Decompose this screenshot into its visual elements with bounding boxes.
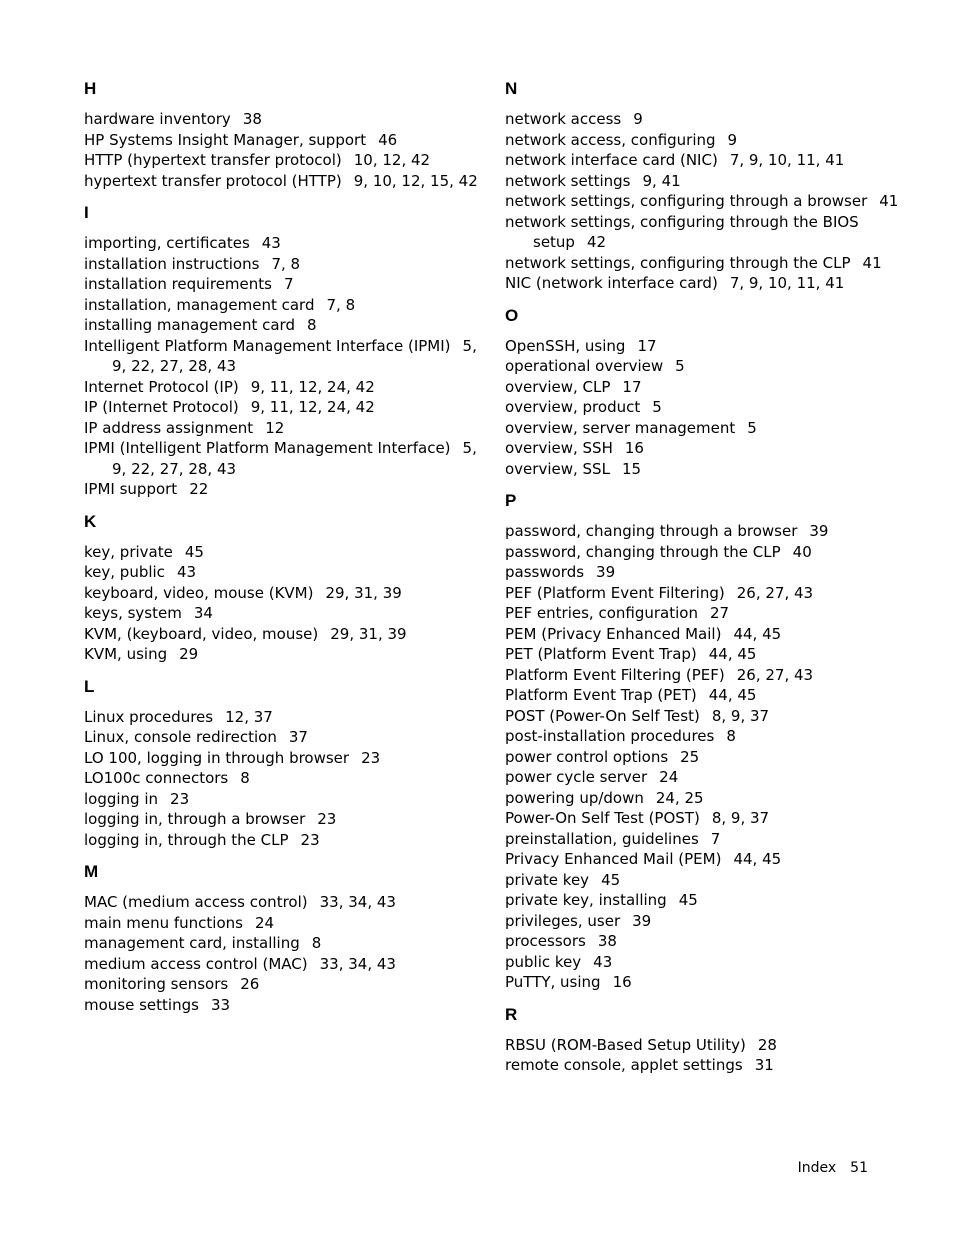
index-section-l — [84, 676, 484, 851]
index-entry — [505, 706, 905, 727]
index-entry — [84, 274, 484, 295]
index-entry — [84, 254, 484, 275]
index-term: KVM, using — [84, 645, 168, 663]
index-term: Platform Event Trap (PET) — [505, 686, 697, 704]
page-references[interactable]: 45 — [601, 870, 621, 889]
index-term: mouse settings — [84, 995, 199, 1014]
index-entry — [505, 212, 905, 253]
index-entry — [505, 972, 905, 993]
index-term: key, private — [84, 542, 173, 561]
index-entry — [505, 418, 905, 439]
index-entry — [505, 624, 905, 645]
page-references[interactable]: 33, 34, 43 — [319, 954, 396, 973]
index-term: main menu functions — [84, 913, 243, 932]
index-section-r — [505, 1004, 905, 1076]
index-term: Intelligent Platform Management Interface (IPMI) — [84, 336, 451, 355]
index-entry — [505, 870, 905, 891]
section-letter: P — [505, 491, 517, 510]
index-term: medium access control (MAC) — [84, 954, 308, 973]
index-entry — [84, 233, 484, 254]
index-entry — [84, 809, 484, 830]
index-entry — [84, 397, 484, 418]
index-term: privileges, user — [505, 911, 621, 930]
index-term: keyboard, video, mouse (KVM) — [84, 583, 314, 602]
index-entry — [505, 911, 905, 932]
index-entry — [505, 521, 905, 542]
page-references[interactable]: 9, 41 — [642, 171, 681, 190]
page-references[interactable]: 7, 8 — [326, 295, 356, 314]
page-number: 51 — [850, 1160, 868, 1176]
index-section-h — [84, 78, 484, 191]
index-entry — [505, 253, 905, 274]
index-entry — [505, 808, 905, 829]
section-letter: K — [84, 511, 97, 531]
page-references[interactable]: 28 — [757, 1035, 777, 1054]
page-references[interactable]: 16 — [612, 973, 632, 991]
index-entry — [84, 789, 484, 810]
section-letter: R — [505, 1004, 518, 1024]
index-entry — [84, 974, 484, 995]
page-references[interactable]: 17 — [622, 377, 642, 396]
page-references[interactable]: 44, 45 — [733, 624, 782, 643]
index-term: overview, SSL — [505, 459, 610, 478]
index-term: preinstallation, guidelines — [505, 829, 699, 848]
page-references[interactable]: 12 — [265, 418, 285, 437]
index-section-m — [84, 861, 484, 1015]
index-term: PuTTY, using — [505, 973, 601, 991]
page-references[interactable]: 5, 9, 22, 27, 28, 43 — [112, 336, 477, 375]
page-references[interactable]: 24 — [659, 768, 679, 786]
index-entry — [505, 109, 905, 130]
index-entry — [505, 767, 905, 788]
index-entry — [505, 438, 905, 459]
page-references[interactable]: 10, 12, 42 — [353, 151, 431, 169]
section-letter: L — [84, 676, 95, 696]
page-references[interactable]: 29, 31, 39 — [325, 583, 402, 602]
page-references[interactable]: 42 — [586, 233, 607, 251]
index-term: overview, product — [505, 398, 641, 416]
index-term: IP (Internet Protocol) — [84, 398, 239, 416]
index-entry — [505, 542, 905, 563]
index-entry — [505, 685, 905, 706]
page-references[interactable]: 7, 8 — [271, 254, 301, 273]
index-term: POST (Power-On Self Test) — [505, 706, 700, 725]
index-entry — [84, 130, 484, 151]
index-entry — [84, 542, 484, 563]
index-entry — [505, 397, 905, 418]
index-entry — [84, 315, 484, 336]
page-references[interactable]: 7, 9, 10, 11, 41 — [729, 151, 845, 169]
index-entry — [505, 952, 905, 973]
index-term: processors — [505, 932, 586, 950]
page-references[interactable]: 43 — [176, 563, 197, 581]
page-references[interactable]: 12, 37 — [225, 707, 273, 726]
section-letter: M — [84, 862, 99, 881]
page-references[interactable]: 40 — [792, 542, 812, 561]
page-references[interactable]: 37 — [288, 728, 308, 746]
index-term: password, changing through a browser — [505, 522, 798, 540]
index-term: network settings, configuring through the CLP — [505, 253, 851, 272]
page-references[interactable]: 9 — [727, 130, 738, 149]
index-term: keys, system — [84, 604, 182, 622]
page-footer — [798, 1158, 868, 1178]
index-entry — [84, 644, 484, 665]
page-references[interactable]: 23 — [170, 789, 190, 808]
page-references[interactable]: 33 — [210, 995, 231, 1014]
page-references[interactable]: 29, 31, 39 — [330, 624, 407, 643]
index-section-i — [84, 202, 484, 500]
page-references[interactable]: 9 — [633, 110, 643, 128]
page-references[interactable]: 9, 11, 12, 24, 42 — [250, 398, 375, 416]
index-term: network settings, configuring through the BIOS setup — [505, 212, 859, 251]
page-references[interactable]: 5 — [675, 357, 685, 375]
page-references[interactable]: 16 — [624, 439, 644, 457]
index-entry — [505, 1055, 905, 1076]
index-term: installation, management card — [84, 295, 315, 314]
index-term: network access — [505, 110, 622, 128]
index-column-left — [84, 78, 484, 1026]
section-letter: N — [505, 79, 518, 98]
index-entry — [84, 603, 484, 624]
index-term: installation requirements — [84, 275, 272, 293]
page-references[interactable]: 5 — [652, 398, 662, 416]
index-entry — [505, 130, 905, 151]
index-term: Privacy Enhanced Mail (PEM) — [505, 850, 722, 868]
page-references[interactable]: 23 — [300, 830, 320, 849]
page-references[interactable]: 22 — [189, 480, 209, 498]
index-entry — [505, 377, 905, 398]
page-references[interactable]: 44, 45 — [708, 686, 757, 704]
index-term: overview, server management — [505, 418, 736, 437]
page-references[interactable]: 7 — [710, 829, 721, 848]
index-entry — [505, 562, 905, 583]
index-term: installing management card — [84, 316, 295, 334]
page-references[interactable]: 15 — [621, 459, 642, 478]
index-entry — [84, 707, 484, 728]
index-entry — [84, 748, 484, 769]
page-references[interactable]: 23 — [361, 748, 381, 767]
index-term: password, changing through the CLP — [505, 542, 781, 561]
page-references[interactable]: 27 — [709, 604, 730, 622]
index-entry — [505, 191, 905, 212]
index-term: network access, configuring — [505, 130, 716, 149]
page-references[interactable]: 26, 27, 43 — [736, 583, 814, 602]
index-term: Platform Event Filtering (PEF) — [505, 665, 725, 684]
index-entry — [84, 727, 484, 748]
index-entry — [505, 890, 905, 911]
page-references[interactable]: 7 — [283, 275, 294, 293]
index-entry — [505, 747, 905, 768]
page-references[interactable]: 33, 34, 43 — [319, 893, 396, 911]
index-entry — [505, 459, 905, 480]
page-references[interactable]: 9, 11, 12, 24, 42 — [250, 377, 375, 396]
index-entry — [84, 438, 484, 479]
page-references[interactable]: 41 — [879, 192, 899, 210]
index-entry — [84, 418, 484, 439]
index-term: LO 100, logging in through browser — [84, 748, 350, 767]
index-term: Internet Protocol (IP) — [84, 377, 239, 396]
page-references[interactable]: 43 — [261, 234, 281, 252]
index-section-p — [505, 490, 905, 993]
page-references[interactable]: 46 — [378, 130, 398, 149]
index-term: IP address assignment — [84, 418, 254, 437]
index-term: key, public — [84, 563, 165, 581]
page-references[interactable]: 24, 25 — [655, 788, 704, 807]
index-entry — [84, 562, 484, 583]
index-term: PEF (Platform Event Filtering) — [505, 583, 725, 602]
index-section-n — [505, 78, 905, 294]
index-term: LO100c connectors — [84, 769, 229, 787]
page-references[interactable]: 5 — [747, 418, 757, 437]
page-references[interactable]: 5, 9, 22, 27, 28, 43 — [112, 439, 477, 478]
index-term: overview, CLP — [505, 377, 611, 396]
index-entry — [84, 109, 484, 130]
page-references[interactable]: 45 — [678, 891, 698, 909]
index-entry — [84, 150, 484, 171]
index-entry — [505, 931, 905, 952]
page-references[interactable]: 45 — [184, 542, 204, 561]
page-references[interactable]: 9, 10, 12, 15, 42 — [353, 171, 478, 190]
index-entry — [84, 336, 484, 377]
page-references[interactable]: 8 — [726, 727, 736, 745]
page-references[interactable]: 17 — [637, 336, 657, 355]
index-entry — [505, 644, 905, 665]
index-term: monitoring sensors — [84, 975, 229, 993]
page-references[interactable]: 39 — [596, 563, 616, 581]
index-entry — [84, 830, 484, 851]
index-term: PEM (Privacy Enhanced Mail) — [505, 624, 722, 643]
index-term: Power-On Self Test (POST) — [505, 809, 700, 827]
page-references[interactable]: 44, 45 — [733, 850, 782, 868]
section-letter: H — [84, 79, 97, 98]
index-entry — [84, 479, 484, 500]
index-entry — [505, 171, 905, 192]
index-term: operational overview — [505, 357, 664, 375]
index-entry — [84, 913, 484, 934]
index-term: importing, certificates — [84, 234, 250, 252]
index-term: IPMI (Intelligent Platform Management Interface) — [84, 439, 451, 457]
page-references[interactable]: 8, 9, 37 — [711, 809, 770, 827]
index-term: power cycle server — [505, 768, 648, 786]
index-column-right — [505, 78, 905, 1087]
page-references[interactable]: 41 — [862, 253, 882, 272]
index-entry — [505, 273, 905, 294]
index-term: hardware inventory — [84, 110, 231, 128]
page-references[interactable]: 31 — [754, 1056, 774, 1074]
index-term: Linux procedures — [84, 707, 214, 726]
index-entry — [84, 933, 484, 954]
index-term: RBSU (ROM-Based Setup Utility) — [505, 1035, 746, 1054]
index-term: OpenSSH, using — [505, 336, 626, 355]
index-entry — [505, 356, 905, 377]
page-references[interactable]: 8 — [311, 934, 322, 952]
index-term: NIC (network interface card) — [505, 274, 718, 292]
index-term: passwords — [505, 563, 585, 581]
index-entry — [505, 583, 905, 604]
index-term: public key — [505, 952, 582, 971]
index-term: hypertext transfer protocol (HTTP) — [84, 171, 342, 190]
index-entry — [84, 995, 484, 1016]
page-references[interactable]: 29 — [179, 645, 199, 663]
index-term: HP Systems Insight Manager, support — [84, 130, 367, 149]
index-term: installation instructions — [84, 254, 260, 273]
index-term: power control options — [505, 747, 669, 766]
index-entry — [505, 849, 905, 870]
page-references[interactable]: 38 — [242, 110, 262, 128]
index-term: IPMI support — [84, 480, 178, 498]
page-references[interactable]: 8, 9, 37 — [711, 706, 770, 725]
page-references[interactable]: 44, 45 — [708, 645, 757, 663]
page-references[interactable]: 26 — [240, 975, 260, 993]
index-term: PEF entries, configuration — [505, 604, 698, 622]
index-entry — [505, 603, 905, 624]
index-entry — [505, 1035, 905, 1056]
index-term: private key — [505, 870, 590, 889]
page-references[interactable]: 8 — [240, 769, 250, 787]
page-references[interactable]: 7, 9, 10, 11, 41 — [729, 274, 845, 292]
index-entry — [505, 829, 905, 850]
page-references[interactable]: 8 — [306, 316, 317, 334]
index-term: logging in, through a browser — [84, 810, 306, 828]
index-term: overview, SSH — [505, 439, 613, 457]
page-references[interactable]: 25 — [680, 747, 700, 766]
index-entry — [84, 583, 484, 604]
section-letter: I — [84, 203, 89, 222]
index-term: logging in — [84, 789, 159, 808]
index-entry — [505, 788, 905, 809]
index-term: private key, installing — [505, 891, 667, 909]
page-references[interactable]: 43 — [593, 952, 613, 971]
index-term: KVM, (keyboard, video, mouse) — [84, 624, 319, 643]
index-entry — [84, 171, 484, 192]
page-references[interactable]: 34 — [193, 604, 213, 622]
index-entry — [505, 336, 905, 357]
index-entry — [505, 150, 905, 171]
index-term: remote console, applet settings — [505, 1056, 743, 1074]
index-term: management card, installing — [84, 934, 300, 952]
index-entry — [505, 665, 905, 686]
index-entry — [505, 726, 905, 747]
page-references[interactable]: 26, 27, 43 — [736, 665, 814, 684]
page-references[interactable]: 39 — [809, 522, 829, 540]
section-letter: O — [505, 305, 519, 325]
page-references[interactable]: 39 — [632, 911, 652, 930]
index-term: logging in, through the CLP — [84, 830, 289, 849]
index-term: network interface card (NIC) — [505, 151, 718, 169]
page-references[interactable]: 24 — [254, 913, 275, 932]
index-term: network settings — [505, 171, 631, 190]
index-entry — [84, 624, 484, 645]
index-term: Linux, console redirection — [84, 728, 277, 746]
index-term: PET (Platform Event Trap) — [505, 645, 697, 663]
index-entry — [84, 377, 484, 398]
page-references[interactable]: 23 — [317, 810, 337, 828]
index-term: MAC (medium access control) — [84, 893, 308, 911]
index-entry — [84, 892, 484, 913]
page-references[interactable]: 38 — [597, 932, 617, 950]
index-section-k — [84, 511, 484, 665]
index-term: post-installation procedures — [505, 727, 715, 745]
index-term: network settings, configuring through a browser — [505, 192, 868, 210]
index-term: HTTP (hypertext transfer protocol) — [84, 151, 342, 169]
index-entry — [84, 768, 484, 789]
footer-label: Index — [797, 1160, 837, 1176]
index-entry — [84, 295, 484, 316]
index-term: powering up/down — [505, 788, 644, 807]
index-section-o — [505, 305, 905, 480]
index-entry — [84, 954, 484, 975]
